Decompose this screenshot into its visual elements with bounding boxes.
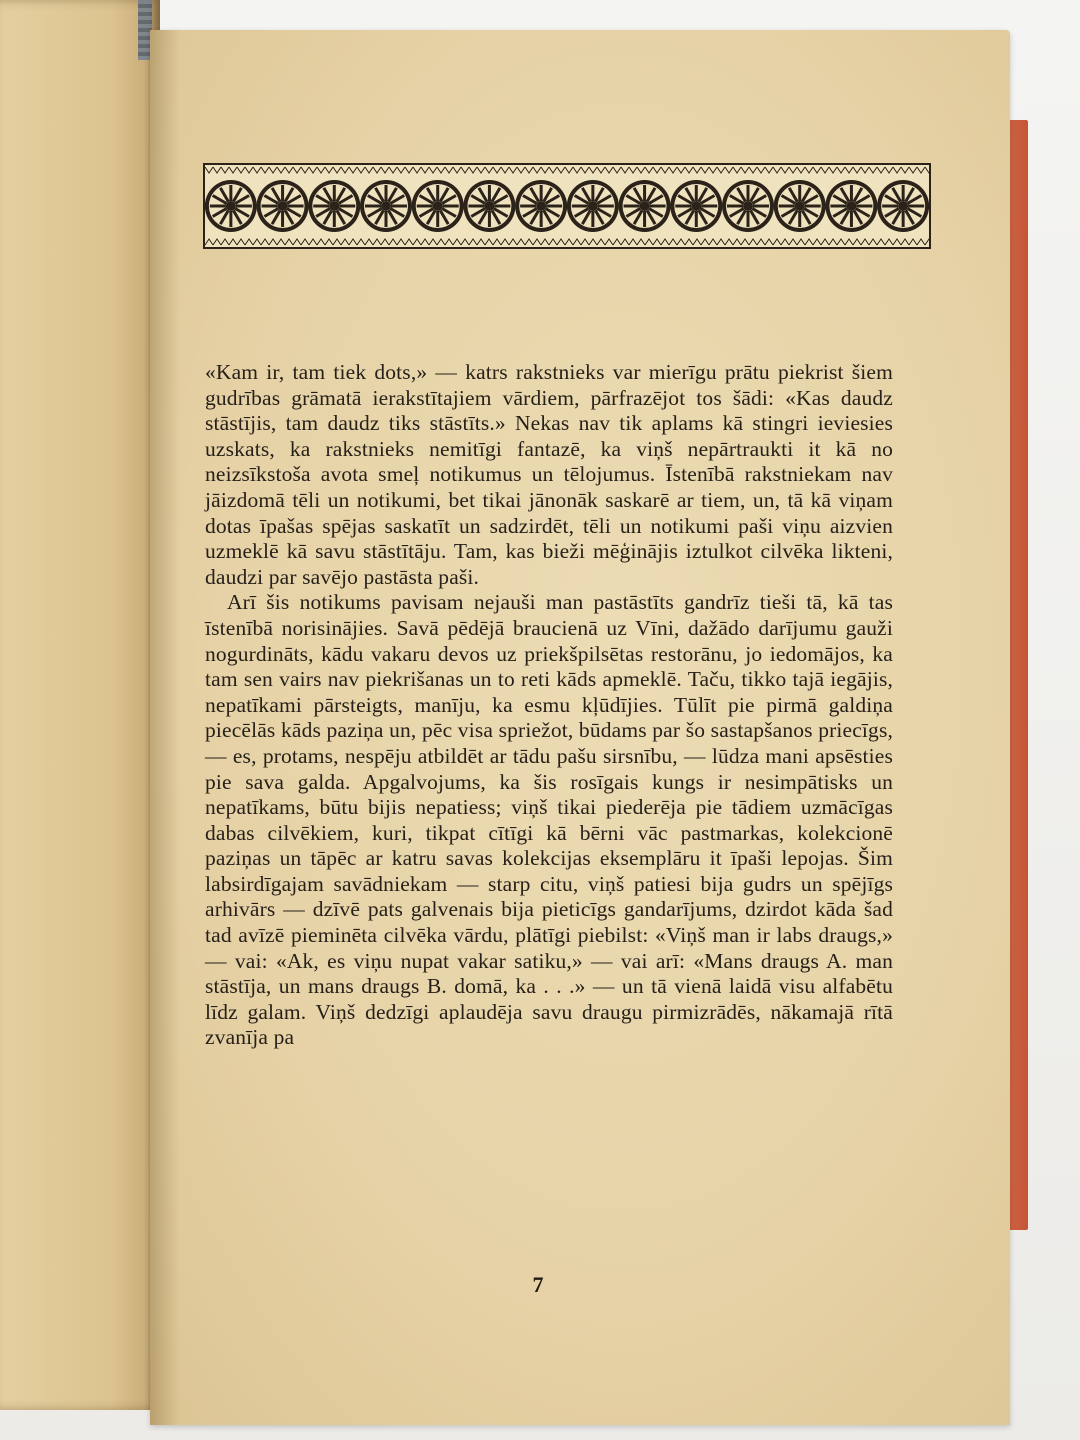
rosette-icon bbox=[567, 180, 619, 232]
paragraph-2: Arī šis notikums pavisam nejauši man pastāstīts gandrīz tieši tā, kā tas īstenībā norisinājies. Savā pēdējā braucienā uz Vīni, dažādo darījumu gauži nogurdināts, kādu vakaru devos uz priekšpilsētas restorānu, jo iedomājos, ka tam sen vairs nav piekrišanas un to reti kāds apmeklē. Taču, tikko tajā iegājis, nepatīkami pārsteigts, manīju, ka esmu kļūdījies. Tūlīt pie pirmā galdiņa piecēlās kāds paziņa un, pēc visa spriežot, būdams par šo sastapšanos priecīgs, — es, protams, nespēju atbildēt ar tādu pašu sirsnību, — lūdza mani apsēsties pie sava galda. Apgalvojums, ka šis rosīgais kungs ir nesimpātisks un nepatīkams, būtu bijis nepatiess; viņš tikai piederēja pie tādiem uzmācīgas dabas cilvēkiem, kuri, tikpat cītīgi kā bērni vāc pastmarkas, kolekcionē paziņas un tāpēc ar katru savas kolekcijas eksemplāru it īpaši lepojas. Šim labsirdīgajam savādniekam — starp citu, viņš patiesi bija gudrs un spējīgs arhivārs — dzīvē pats galvenais bija pieticīgs gandarījums, dzirdot kāda šad tad avīzē pieminēta cilvēka vārdu, plātīgi piebilst: «Viņš man ir labs draugs,» — vai: «Ak, es viņu nupat vakar satiku,» — vai arī: «Mans draugs A. man stāstīja, un mans draugs B. domā, ka . . .» — un tā vienā laidā visu alfabētu līdz galam. Viņš dedzīgi aplaudēja savu draugu pirmizrādēs, nākamajā rītā zvanīja pa bbox=[205, 590, 893, 1050]
rosette-icon bbox=[463, 180, 515, 232]
rosette-icon bbox=[825, 180, 877, 232]
rosette-icon bbox=[877, 180, 929, 232]
body-text bbox=[205, 360, 893, 1051]
rosette-icon bbox=[412, 180, 464, 232]
previous-page-edge bbox=[0, 0, 160, 1410]
rosette-icon bbox=[774, 180, 826, 232]
book-page bbox=[150, 30, 1010, 1425]
rosette-icon bbox=[619, 180, 671, 232]
paragraph-1: «Kam ir, tam tiek dots,» — katrs rakstnieks var mierīgu prātu piekrist šiem gudrības grāmatā ierakstītajiem vārdiem, pārfrazējot tos šādi: «Kas daudz stāstījis, tam daudz tiks stāstīts.» Nekas nav tik aplams kā stingri ieviesies uzskats, ka rakstnieks nemitīgi fantazē, ka viņš nepārtraukti it kā no neizsīkstoša avota smeļ notikumus un tēlojumus. Īstenībā rakstniekam nav jāizdomā tēli un notikumi, bet tikai jānonāk saskarē ar tiem, un, tā kā viņam dotas īpašas spējas saskatīt un sadzirdēt, tēli un notikumi paši viņu aizvien uzmeklē kā savu stāstītāju. Tam, kas bieži mēģinājis iztulkot cilvēka likteni, daudzi par savējo pastāsta paši. bbox=[205, 360, 893, 589]
page-number: 7 bbox=[532, 1272, 544, 1297]
rosette-icon bbox=[308, 180, 360, 232]
rosette-icon bbox=[670, 180, 722, 232]
rosette-icon bbox=[722, 180, 774, 232]
rosette-icon bbox=[360, 180, 412, 232]
rosette-icon bbox=[515, 180, 567, 232]
rosette-icon bbox=[257, 180, 309, 232]
rosette-icon bbox=[205, 180, 257, 232]
rosette-border-ornament-icon bbox=[203, 163, 931, 249]
